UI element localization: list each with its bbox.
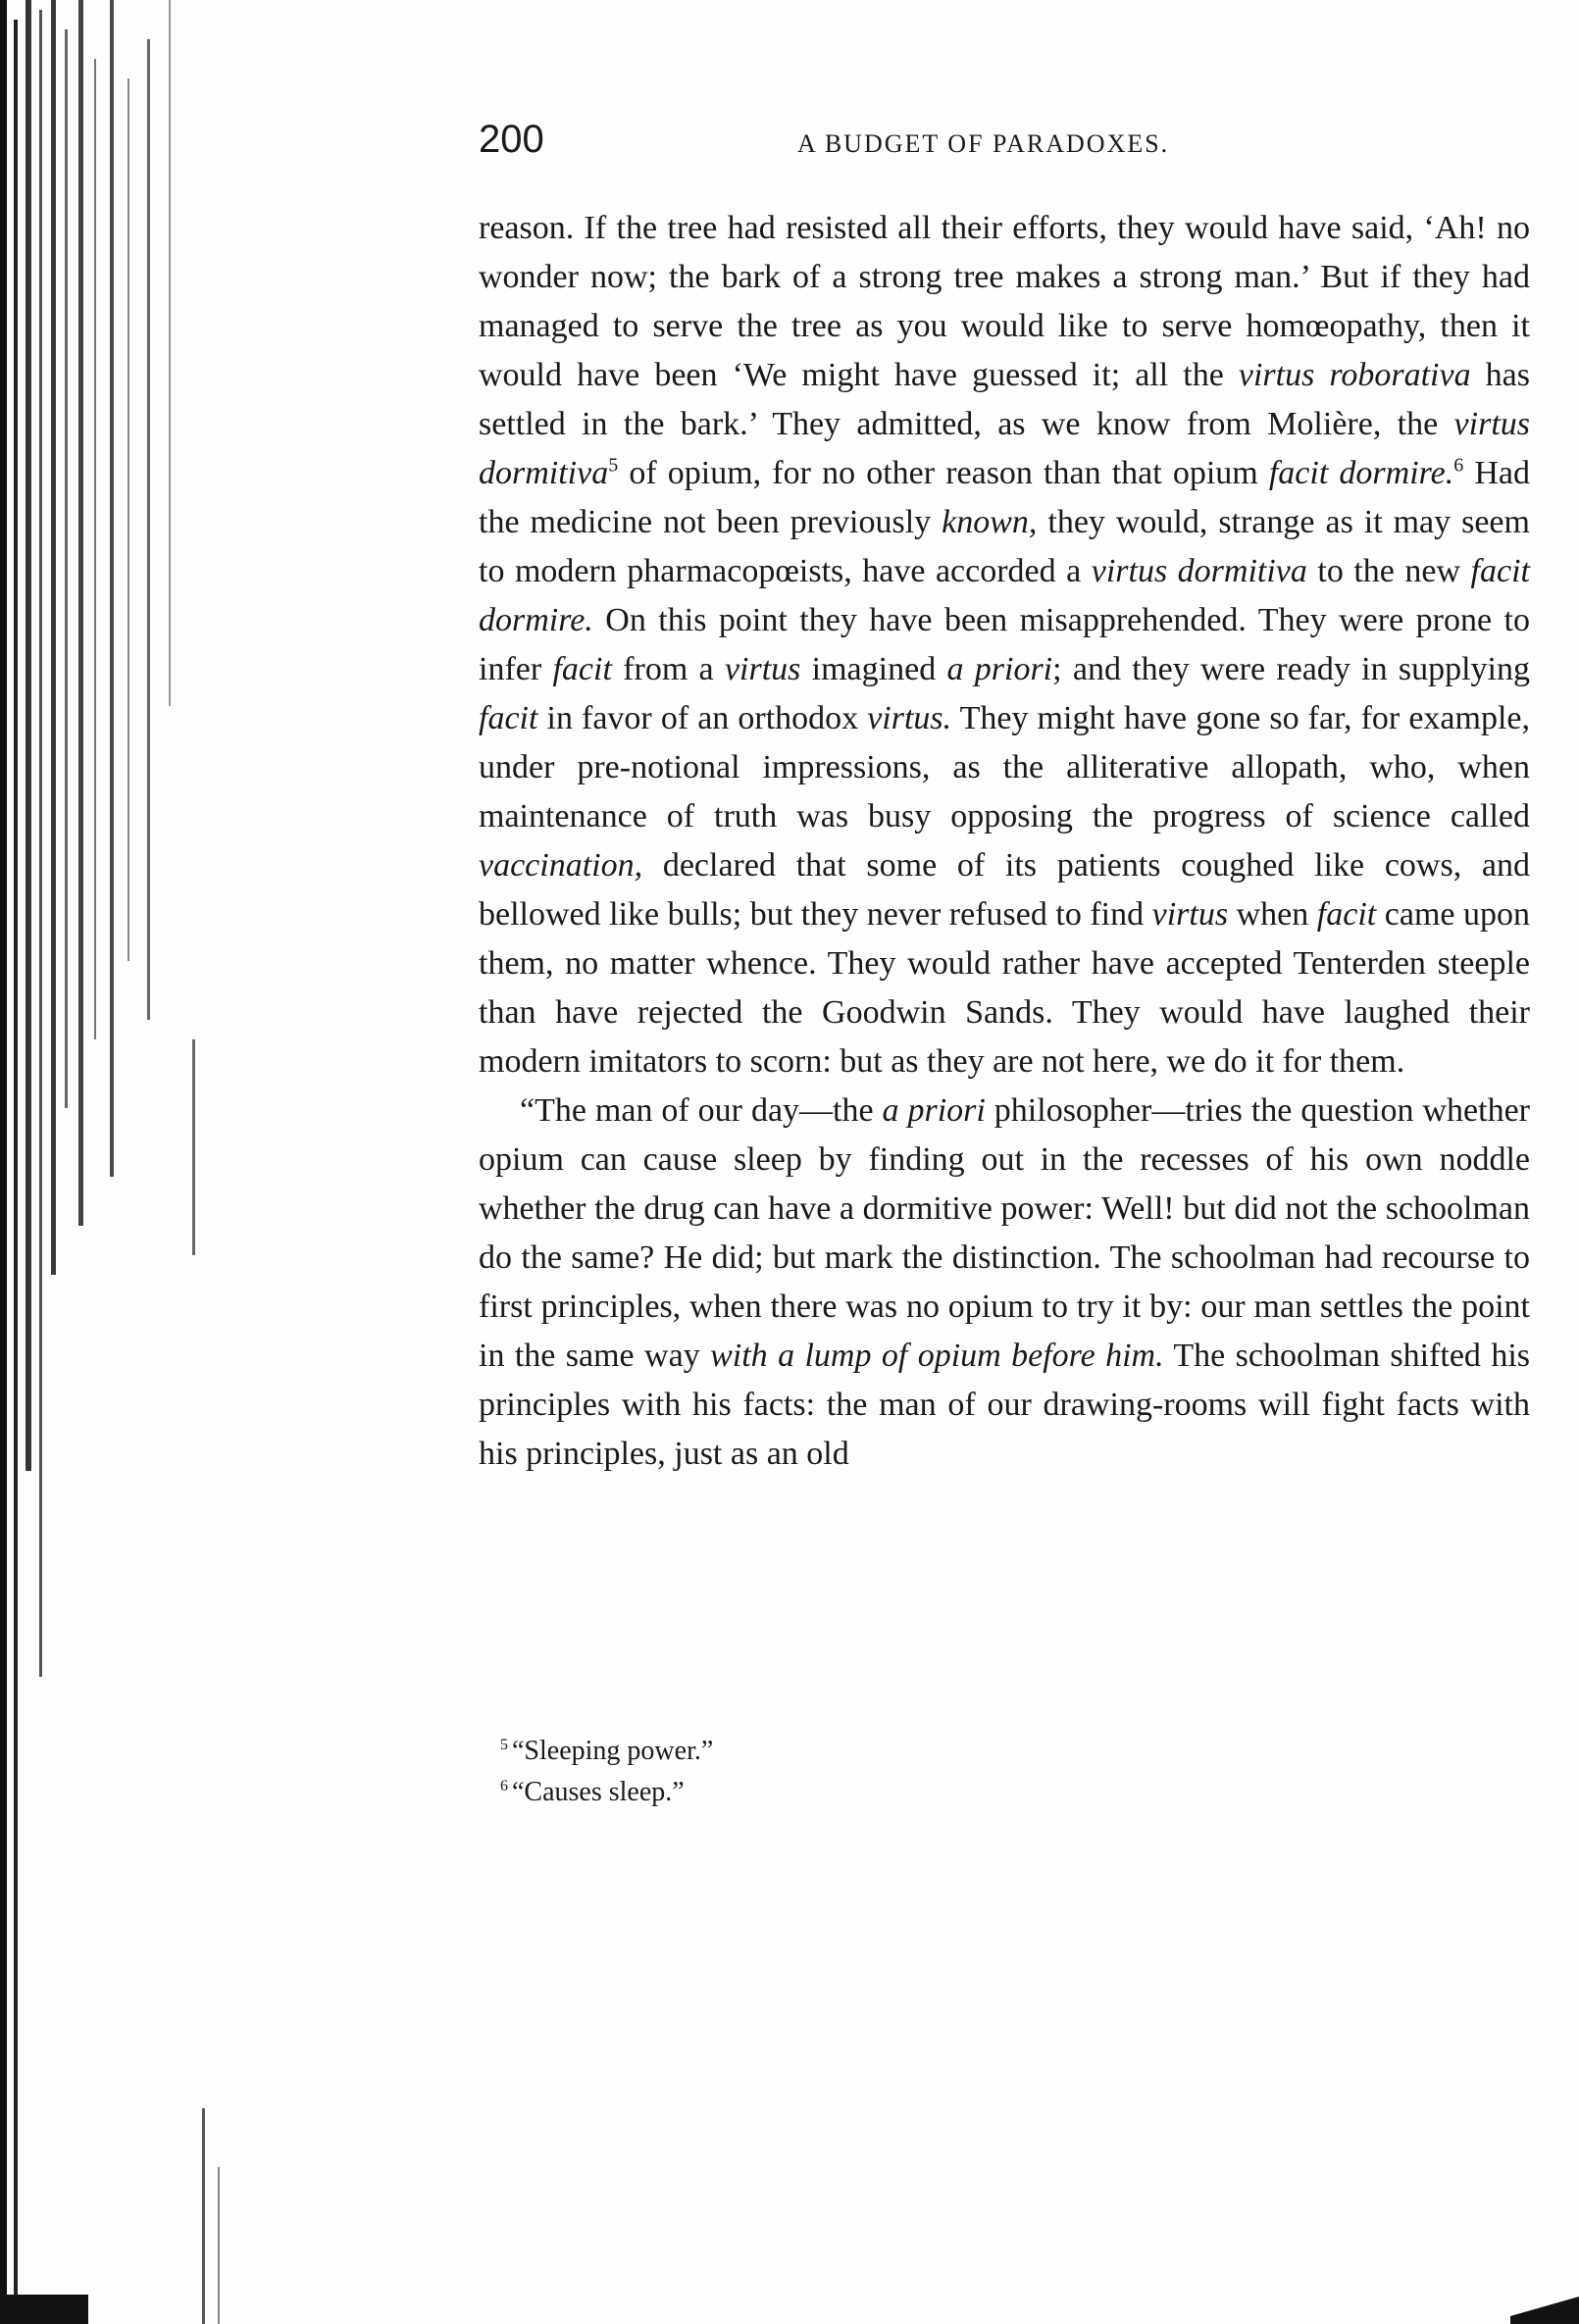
footnote-text: “Sleeping power.” bbox=[512, 1736, 714, 1766]
footnote-6 bbox=[500, 1772, 1481, 1813]
page-corner-scan-mark bbox=[1510, 2297, 1579, 2324]
body-text bbox=[479, 204, 1530, 1479]
footnote-text: “Causes sleep.” bbox=[512, 1777, 685, 1807]
binding-edge-scan-shadow bbox=[0, 0, 255, 2324]
running-title: A BUDGET OF PARADOXES. bbox=[797, 129, 1170, 158]
paragraph-2: “The man of our day—the a priori philosopher—tries the question whether opium can cause sleep by finding out in the recesses of his own noddle whether the drug can have a dormitive power: Well! but did not the schoolman do the same? He did; but mark the distinction. The schoolman had recourse to first principles, when there was no opium to try it by: our man settles the point in the same way with a lump of opium before him. The schoolman shifted his principles with his facts: the man of our drawing-rooms will fight facts with his principles, just as an old bbox=[479, 1092, 1530, 1472]
footnote-5 bbox=[500, 1731, 1481, 1772]
footnotes bbox=[500, 1731, 1481, 1813]
footnote-ref-6: 6 bbox=[1453, 454, 1464, 477]
paragraph-1: reason. If the tree had resisted all their efforts, they would have said, ‘Ah! no wonder now; the bark of a strong tree makes a strong man.’ But if they had managed to serve the tree as you would like to serve homœopathy, then it would have been ‘We might have guessed it; all the virtus roborativa has settled in the bark.’ They admitted, as we know from Molière, the virtus dormitiva$^5$ of opium, for no other reason than that opium facit dormire.$^6$ Had the medicine not been previously known, they would, strange as it may seem to modern pharmacopœists, have accorded a virtus dormitiva to the new facit dormire. On this point they have been misapprehended. They were prone to infer facit from a virtus imagined a priori; and they were ready in supplying facit in favor of an orthodox virtus. They might have gone so far, for example, under pre-notional impressions, as the alliterative allopath, who, when maintenance of truth was busy opposing the progress of science called vaccination, declared that some of its patients coughed like cows, and bellowed like bulls; but they never refused to find virtus when facit came upon them, no matter whence. They would rather have accepted Tenterden steeple than have rejected the Goodwin Sands. They would have laughed their modern imitators to scorn: but as they are not here, we do it for them. bbox=[479, 210, 1531, 1080]
footnote-mark: 6 bbox=[500, 1777, 508, 1794]
page-number: 200 bbox=[479, 118, 544, 161]
page-header bbox=[479, 110, 1538, 169]
footnote-mark: 5 bbox=[500, 1736, 508, 1753]
footnote-ref-5: 5 bbox=[608, 454, 619, 477]
